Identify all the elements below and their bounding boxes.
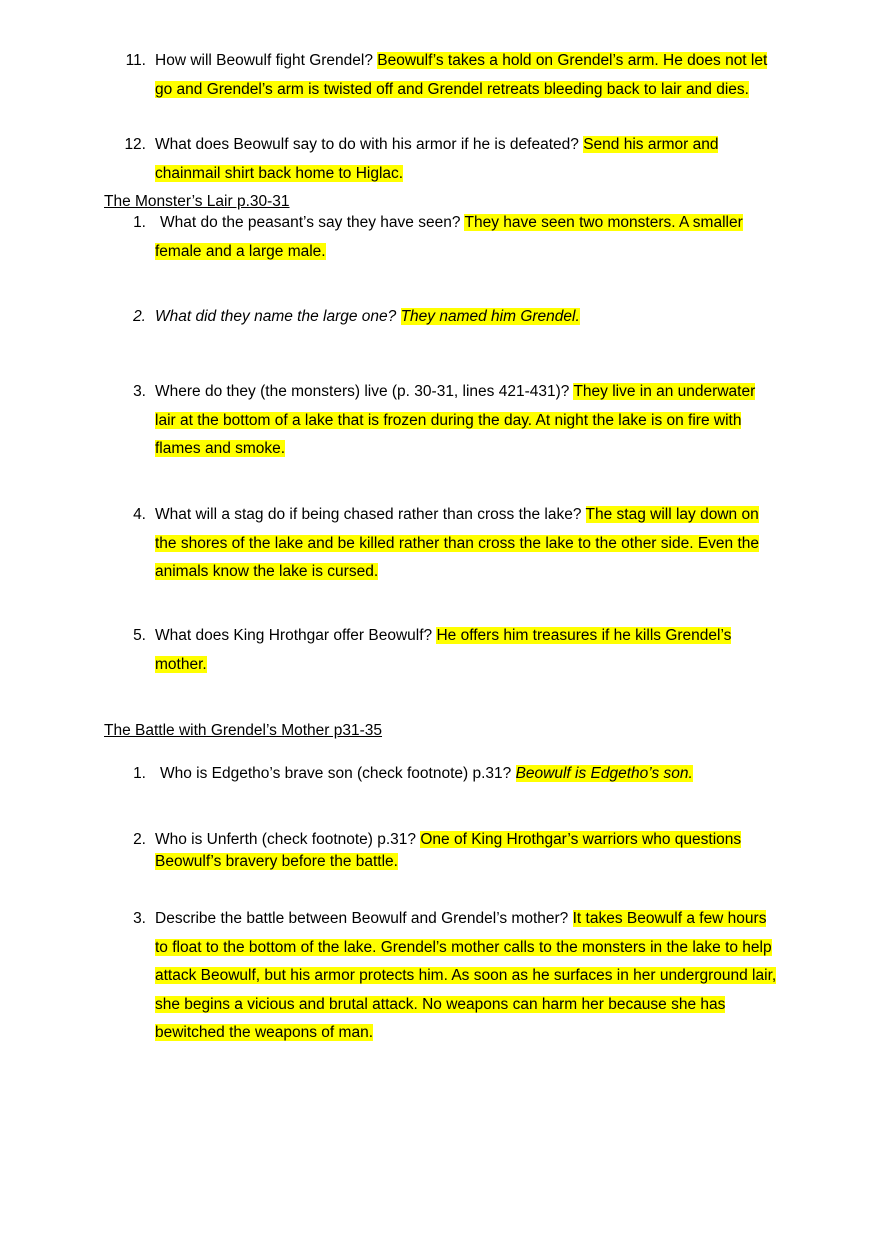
answer-highlight: They named him Grendel. bbox=[400, 308, 580, 325]
answer-highlight: They have seen two monsters. A smaller female and a large male. bbox=[155, 214, 743, 260]
section-heading-lair: The Monster’s Lair p.30-31 bbox=[104, 193, 290, 210]
item-text bbox=[155, 905, 780, 1048]
answer-highlight: One of King Hrothgar’s warriors who questions Beowulf’s bravery before the battle. bbox=[155, 831, 742, 870]
item-number: 2. bbox=[133, 308, 146, 325]
item-number: 2. bbox=[133, 831, 146, 848]
question-text: Where do they (the monsters) live (p. 30-31, lines 421-431)? bbox=[155, 383, 570, 400]
answer-highlight: They live in an underwater lair at the bottom of a lake that is frozen during the day. At night the lake is on fire with flames and smoke. bbox=[155, 383, 756, 457]
item-number: 1. bbox=[133, 214, 146, 231]
question-text: What will a stag do if being chased rather than cross the lake? bbox=[155, 506, 582, 523]
answer-highlight: Send his armor and chainmail shirt back home to Higlac. bbox=[155, 136, 719, 182]
question-text: Describe the battle between Beowulf and Grendel’s mother? bbox=[155, 910, 569, 927]
answer-highlight: He offers him treasures if he kills Grendel’s mother. bbox=[155, 627, 732, 673]
item-text bbox=[155, 378, 780, 464]
question-text: What does King Hrothgar offer Beowulf? bbox=[155, 627, 433, 644]
answer-highlight: The stag will lay down on the shores of the lake and be killed rather than cross the lake to the other side. Even the animals know the lake is cursed. bbox=[155, 506, 760, 580]
item-text bbox=[155, 131, 780, 188]
item-number: 3. bbox=[133, 383, 146, 400]
item-text bbox=[155, 501, 780, 587]
question-text: How will Beowulf fight Grendel? bbox=[155, 52, 373, 69]
item-text bbox=[155, 209, 780, 266]
item-number: 1. bbox=[133, 765, 146, 782]
answer-highlight: It takes Beowulf a few hours to float to the bottom of the lake. Grendel’s mother calls to the monsters in the lake to help attack Beowulf, but his armor protects him. As soon as he surfaces in her underground lair, she begins a vicious and brutal attack. No weapons can harm her because she has bewitched the weapons of man. bbox=[155, 910, 777, 1041]
item-text bbox=[155, 47, 780, 104]
answer-highlight: Beowulf’s takes a hold on Grendel’s arm. He does not let go and Grendel’s arm is twisted off and Grendel retreats bleeding back to lair and dies. bbox=[155, 52, 768, 98]
item-text bbox=[155, 829, 780, 872]
answer-highlight: Beowulf is Edgetho’s son. bbox=[515, 765, 693, 782]
item-text bbox=[155, 303, 780, 332]
item-number: 12. bbox=[124, 136, 146, 153]
section-heading-battle: The Battle with Grendel’s Mother p31-35 bbox=[104, 722, 383, 739]
item-text bbox=[155, 622, 780, 679]
item-number: 11. bbox=[125, 52, 146, 69]
item-number: 5. bbox=[133, 627, 146, 644]
question-text: Who is Edgetho’s brave son (check footnote) p.31? bbox=[160, 765, 512, 782]
item-number: 4. bbox=[133, 506, 146, 523]
item-text bbox=[155, 760, 780, 789]
item-number: 3. bbox=[133, 910, 146, 927]
question-text: What did they name the large one? bbox=[155, 308, 397, 325]
question-text: Who is Unferth (check footnote) p.31? bbox=[155, 831, 417, 848]
question-text: What do the peasant’s say they have seen? bbox=[160, 214, 461, 231]
question-text: What does Beowulf say to do with his armor if he is defeated? bbox=[155, 136, 579, 153]
